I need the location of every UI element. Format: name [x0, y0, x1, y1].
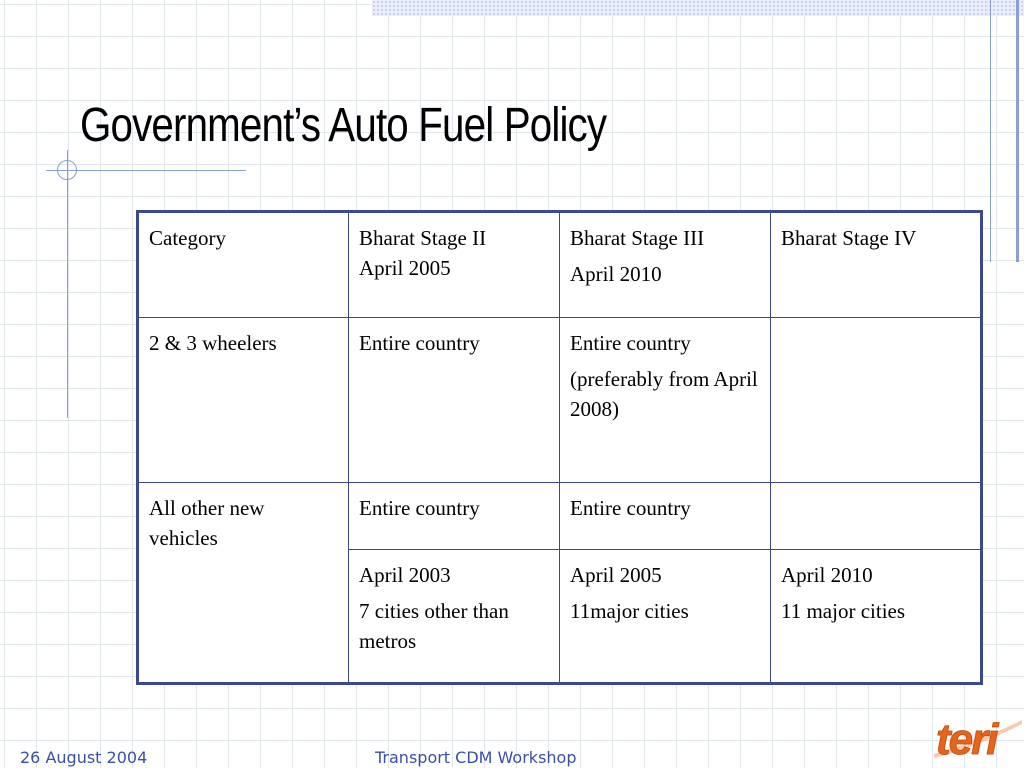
other-row2-stage4-date: April 2010	[781, 563, 873, 587]
other-row2-stage3-note: 11major cities	[570, 599, 689, 623]
fuel-policy-table	[136, 210, 983, 685]
wheelers-stage2-cell	[349, 318, 560, 483]
table-row-other-vehicles-1	[138, 483, 982, 550]
logo-text: teri	[936, 715, 997, 764]
wheelers-stage4-cell	[771, 318, 982, 483]
wheelers-category-label: 2 & 3 wheelers	[149, 331, 277, 355]
table-row-wheelers	[138, 318, 982, 483]
other-row2-stage3-cell	[560, 550, 771, 684]
other-row2-stage2-cell	[349, 550, 560, 684]
other-row2-stage4-note: 11 major cities	[781, 599, 906, 623]
header-stage2-date: April 2005	[359, 256, 451, 280]
decorative-vertical-line	[67, 150, 68, 418]
other-row2-stage2-date: April 2003	[359, 563, 451, 587]
other-row2-stage4-cell	[771, 550, 982, 684]
other-row1-stage3-value: Entire country	[570, 496, 691, 520]
header-category-label: Category	[149, 226, 226, 250]
decorative-vertical-bar-right	[1016, 0, 1019, 262]
other-row1-stage2-value: Entire country	[359, 496, 480, 520]
header-stage4-label: Bharat Stage IV	[781, 226, 917, 250]
header-stage4-cell	[771, 212, 982, 318]
header-category-cell	[138, 212, 349, 318]
other-row1-stage2-cell	[349, 483, 560, 550]
other-row2-stage3-date: April 2005	[570, 563, 662, 587]
other-row2-stage2-note: 7 cities other than metros	[359, 599, 509, 653]
table-header-row	[138, 212, 982, 318]
header-stage2-cell	[349, 212, 560, 318]
header-stage3-label: Bharat Stage III	[570, 226, 705, 250]
other-category-label: All other new vehicles	[149, 496, 265, 550]
wheelers-category-cell	[138, 318, 349, 483]
footer-event-name: Transport CDM Workshop	[375, 748, 577, 767]
header-stage3-date: April 2010	[570, 262, 662, 286]
decorative-vertical-line-right	[990, 0, 991, 262]
top-decorative-band	[372, 0, 1024, 16]
teri-logo	[930, 706, 1024, 768]
footer-date: 26 August 2004	[20, 748, 148, 767]
slide-title: Government’s Auto Fuel Policy	[80, 99, 607, 152]
other-category-cell	[138, 483, 349, 684]
other-row1-stage3-cell	[560, 483, 771, 550]
wheelers-stage3-value: Entire country	[570, 331, 691, 355]
decorative-circle	[57, 160, 77, 180]
header-stage3-cell	[560, 212, 771, 318]
wheelers-stage2-value: Entire country	[359, 331, 480, 355]
wheelers-stage3-note: (preferably from April 2008)	[570, 367, 758, 421]
other-row1-stage4-cell	[771, 483, 982, 550]
header-stage2-label: Bharat Stage II	[359, 226, 487, 250]
wheelers-stage3-cell	[560, 318, 771, 483]
